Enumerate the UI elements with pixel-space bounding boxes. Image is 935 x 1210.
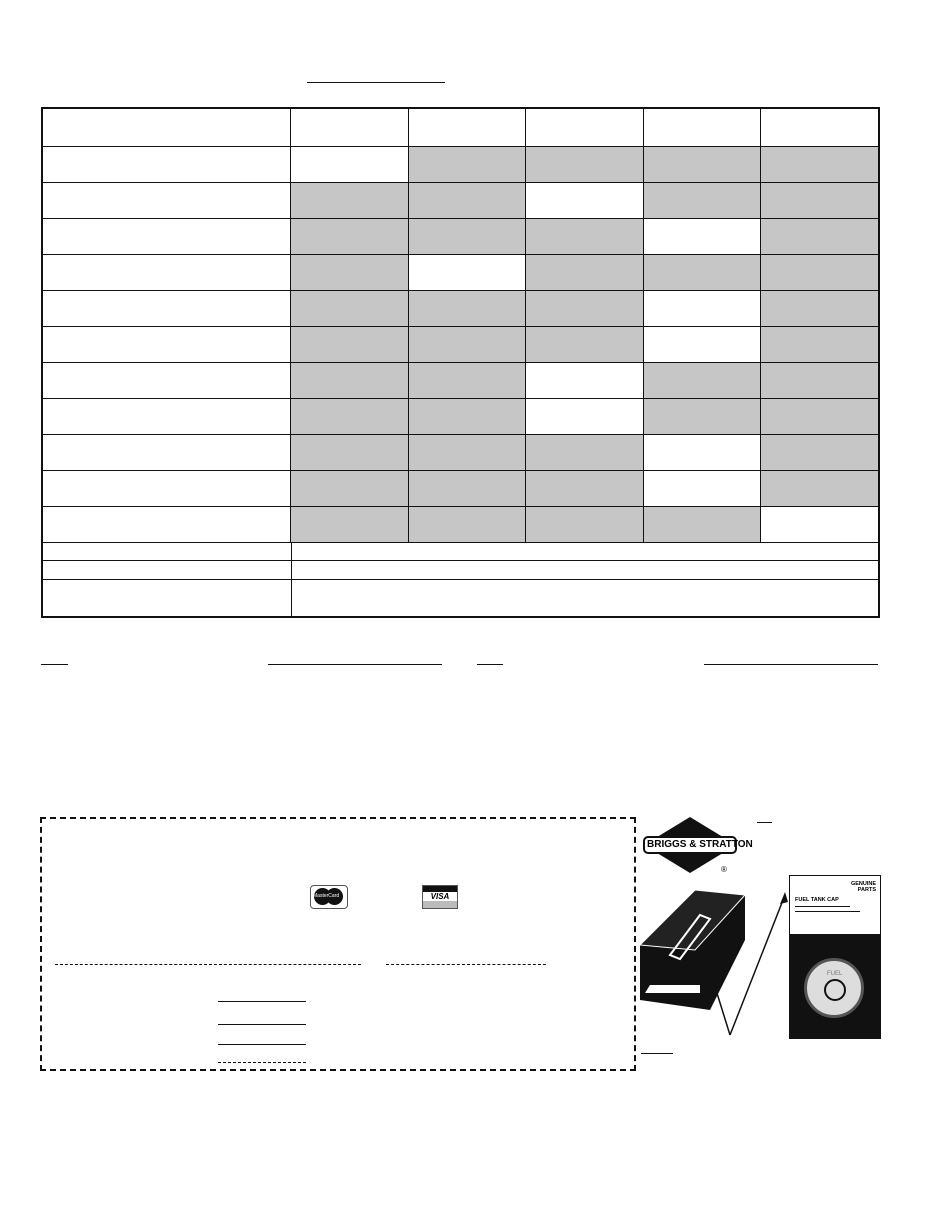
shaded-cell <box>408 183 526 218</box>
check-cell <box>760 507 878 542</box>
amount-line[interactable] <box>218 1044 306 1045</box>
fuel-cap-icon <box>804 958 864 1018</box>
shaded-cell <box>290 327 408 362</box>
mastercard-label: MasterCard <box>313 893 340 899</box>
check-cell <box>643 435 761 470</box>
row-label-cell <box>43 580 291 616</box>
table-row <box>43 470 878 506</box>
span-cell <box>291 561 878 579</box>
brand-text: BRIGGS & STRATTON <box>647 839 753 850</box>
briggs-stratton-logo <box>641 815 753 875</box>
row-label-cell <box>43 399 290 434</box>
table-row <box>43 146 878 182</box>
check-cell <box>643 291 761 326</box>
signature-line[interactable] <box>704 664 878 665</box>
shaded-cell <box>525 507 643 542</box>
shaded-cell <box>760 147 878 182</box>
shaded-cell <box>408 327 526 362</box>
table-row <box>43 579 878 616</box>
header-row <box>43 109 878 146</box>
pointer-arrows <box>700 890 800 1040</box>
shaded-cell <box>290 183 408 218</box>
visa-label: VISA <box>430 892 450 901</box>
shaded-cell <box>643 255 761 290</box>
table-row <box>43 290 878 326</box>
row-label-cell <box>43 471 290 506</box>
header-cell <box>290 109 408 146</box>
shaded-cell <box>290 291 408 326</box>
check-cell <box>643 219 761 254</box>
total-line[interactable] <box>218 1062 306 1063</box>
table-row <box>43 434 878 470</box>
table-row <box>43 182 878 218</box>
table-row <box>43 254 878 290</box>
shaded-cell <box>290 399 408 434</box>
row-label-cell <box>43 147 290 182</box>
shaded-cell <box>408 291 526 326</box>
card-number-line[interactable] <box>55 964 361 965</box>
shaded-cell <box>408 147 526 182</box>
amount-line[interactable] <box>218 1001 306 1002</box>
check-cell <box>643 471 761 506</box>
row-label-cell <box>43 543 291 560</box>
row-label-cell <box>43 255 290 290</box>
shaded-cell <box>760 291 878 326</box>
shaded-cell <box>760 327 878 362</box>
rule <box>641 1053 673 1054</box>
registered-mark: ® <box>721 865 727 874</box>
shaded-cell <box>643 399 761 434</box>
table-row <box>43 326 878 362</box>
amount-line[interactable] <box>218 1024 306 1025</box>
shaded-cell <box>525 255 643 290</box>
check-cell <box>643 327 761 362</box>
header-cell <box>408 109 526 146</box>
shaded-cell <box>525 471 643 506</box>
shaded-cell <box>408 435 526 470</box>
expiration-line[interactable] <box>386 964 546 965</box>
title-underline <box>307 82 445 83</box>
shaded-cell <box>408 507 526 542</box>
table-row <box>43 560 878 579</box>
row-label-cell <box>43 435 290 470</box>
shaded-cell <box>760 471 878 506</box>
row-label-cell <box>43 363 290 398</box>
signature-line[interactable] <box>268 664 442 665</box>
span-cell <box>291 580 878 616</box>
shaded-cell <box>643 183 761 218</box>
visa-logo[interactable] <box>422 885 458 909</box>
row-label-cell <box>43 291 290 326</box>
shaded-cell <box>290 363 408 398</box>
shaded-cell <box>643 363 761 398</box>
header-cell <box>525 109 643 146</box>
header-cell <box>760 109 878 146</box>
shaded-cell <box>408 399 526 434</box>
shaded-cell <box>408 471 526 506</box>
shaded-cell <box>643 147 761 182</box>
shaded-cell <box>290 255 408 290</box>
rule <box>477 664 503 665</box>
shaded-cell <box>290 507 408 542</box>
shaded-cell <box>760 255 878 290</box>
header-cell <box>643 109 761 146</box>
fuel-text: FUEL <box>827 971 843 977</box>
check-cell <box>525 399 643 434</box>
shaded-cell <box>760 399 878 434</box>
mastercard-logo[interactable] <box>310 885 348 909</box>
check-cell <box>525 363 643 398</box>
shaded-cell <box>760 183 878 218</box>
rule <box>757 822 772 823</box>
shaded-cell <box>525 435 643 470</box>
row-label-cell <box>43 183 290 218</box>
row-label-cell <box>43 219 290 254</box>
table-row <box>43 542 878 560</box>
check-cell <box>290 147 408 182</box>
shaded-cell <box>290 219 408 254</box>
shaded-cell <box>525 219 643 254</box>
table-row <box>43 362 878 398</box>
row-label-cell <box>43 327 290 362</box>
row-label-cell <box>43 507 290 542</box>
shaded-cell <box>760 363 878 398</box>
table-row <box>43 506 878 542</box>
rule <box>41 664 68 665</box>
check-cell <box>525 183 643 218</box>
shaded-cell <box>525 327 643 362</box>
shaded-cell <box>760 435 878 470</box>
shaded-cell <box>760 219 878 254</box>
shaded-cell <box>525 291 643 326</box>
row-label-cell <box>43 109 290 146</box>
row-label-cell <box>43 561 291 579</box>
maintenance-table <box>41 107 880 618</box>
part-name: FUEL TANK CAP <box>795 897 839 903</box>
table-row <box>43 218 878 254</box>
shaded-cell <box>290 471 408 506</box>
genuine-parts-label: GENUINE PARTS <box>850 881 876 893</box>
shaded-cell <box>290 435 408 470</box>
order-form <box>40 817 636 1071</box>
shaded-cell <box>408 219 526 254</box>
shaded-cell <box>525 147 643 182</box>
shaded-cell <box>643 507 761 542</box>
shaded-cell <box>408 363 526 398</box>
span-cell <box>291 543 878 560</box>
fuel-cap-package <box>789 875 881 1039</box>
check-cell <box>408 255 526 290</box>
table-row <box>43 398 878 434</box>
